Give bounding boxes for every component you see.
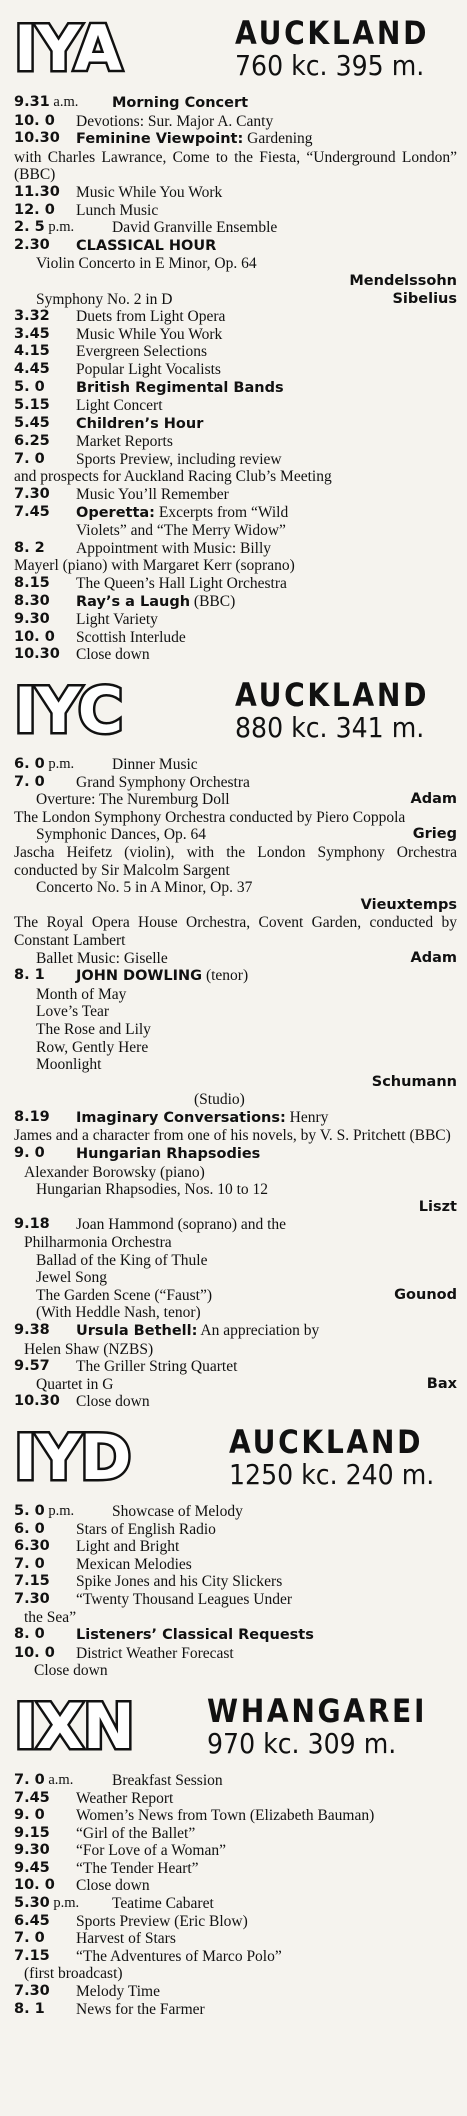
programme-entry — [14, 1109, 457, 1128]
entry-time: 9.30 — [14, 611, 50, 628]
work-line: Bax Quartet in G — [36, 1375, 457, 1393]
programme-entry — [14, 202, 457, 220]
work-line: Hungarian Rhapsodies, Nos. 10 to 12 — [36, 1181, 269, 1199]
song-line: Moonlight — [36, 1056, 102, 1074]
entry-text: Sports Preview, including review — [76, 450, 282, 468]
entry-text: Close down — [76, 646, 150, 664]
programme-entry: 7. 0 a.m. Breakfast Session — [14, 1771, 223, 1789]
station-header — [14, 1421, 457, 1495]
entry-text: Duets from Light Opera — [76, 308, 226, 326]
entry-time: 2. 5 — [14, 219, 45, 236]
composer: Adam — [410, 949, 457, 966]
entry-time: 9.57 — [14, 1358, 50, 1375]
entry-title: Operetta: — [76, 504, 155, 521]
programme-entry — [14, 1877, 457, 1895]
programme-entry — [14, 361, 457, 379]
programme-entry — [14, 504, 457, 523]
entry-time: 7.15 — [14, 1947, 50, 1964]
entry-title: Imaginary Conversations: — [76, 1109, 286, 1126]
entry-text: “Twenty Thousand Leagues Under — [76, 1590, 292, 1608]
programme-entry — [14, 1645, 457, 1663]
programme-entry — [14, 611, 457, 629]
entry-text: Stars of English Radio — [76, 1520, 216, 1538]
entry-time: 9. 0 — [14, 1145, 45, 1162]
entry-text: Melody Time — [76, 1983, 160, 2001]
song-line: Month of May — [36, 985, 127, 1003]
entry-time: 7.15 — [14, 1573, 50, 1590]
programme-entry — [14, 2001, 457, 2019]
programme-entry — [14, 113, 457, 131]
station-callsign: IYA — [14, 12, 122, 85]
entry-time: 4.15 — [14, 343, 50, 360]
station-frequency: 1250 kc. 240 m. — [228, 1457, 435, 1491]
programme-entry — [14, 1842, 457, 1860]
programme-entry — [14, 1322, 457, 1341]
programme-entry — [14, 1538, 457, 1556]
entry-time: 8. 0 — [14, 1626, 45, 1643]
entry-time: 5. 0 — [14, 1502, 45, 1519]
entry-title: British Regimental Bands — [76, 379, 284, 396]
programme-entry — [14, 1521, 457, 1539]
entry-text: Sports Preview (Eric Blow) — [76, 1912, 248, 1930]
performer-line: Jascha Heifetz (violin), with the London Symphony Orchestra conducted by Sir Malcolm Sargent — [14, 843, 457, 879]
song-line: Ballad of the King of Thule — [36, 1251, 208, 1269]
station-city: WHANGAREI — [206, 1691, 427, 1730]
entry-continuation: James and a character from one of his novels, by V. S. Pritchett (BBC) — [14, 1127, 451, 1145]
entry-time: 10.30 — [14, 646, 60, 663]
station-callsign: IYC — [14, 674, 123, 747]
station-city: AUCKLAND — [228, 1422, 423, 1461]
entry-text: (tenor) — [202, 967, 249, 985]
entry-continuation: with Charles Lawrance, Come to the Fiesta, “Underground London” (BBC) — [14, 148, 457, 184]
entry-text: The Griller String Quartet — [76, 1358, 238, 1376]
entry-time: 8.15 — [14, 575, 50, 592]
programme-entry — [14, 326, 457, 344]
entry-time: 12. 0 — [14, 201, 55, 218]
station-callsign: IXN — [14, 1689, 134, 1763]
entry-text: Showcase of Melody — [112, 1502, 243, 1520]
entry-time: 5.45 — [14, 414, 50, 431]
programme-entry — [14, 629, 457, 647]
entry-title: Hungarian Rhapsodies — [76, 1146, 261, 1163]
entry-time: 10. 0 — [14, 628, 55, 645]
entry-text: Popular Light Vocalists — [76, 360, 221, 378]
entry-time: 9.30 — [14, 1842, 50, 1859]
entry-text: Harvest of Stars — [76, 1930, 176, 1948]
entry-text: Close down — [76, 1877, 150, 1895]
programme-entry — [14, 1393, 457, 1411]
entry-time: 10.30 — [14, 1393, 60, 1410]
entry-time: 2.30 — [14, 236, 50, 253]
entry-time: 9.45 — [14, 1859, 50, 1876]
entry-time: 7.45 — [14, 1789, 50, 1806]
programme-entry — [14, 1860, 457, 1878]
station-header — [14, 674, 457, 748]
entry-time: 7. 0 — [14, 773, 45, 790]
programme-list — [14, 1503, 457, 1680]
entry-time: 6.30 — [14, 1538, 50, 1555]
song-line: (With Heddle Nash, tenor) — [36, 1304, 201, 1322]
entry-time: 7. 0 — [14, 450, 45, 467]
entry-continuation: Close down — [34, 1662, 108, 1680]
entry-text: Weather Report — [76, 1789, 174, 1807]
entry-time: 7. 0 — [14, 1930, 45, 1947]
entry-continuation: the Sea” — [24, 1608, 77, 1626]
entry-text: District Weather Forecast — [76, 1644, 234, 1662]
entry-title: CLASSICAL HOUR — [76, 237, 217, 254]
composer: Adam — [410, 791, 457, 808]
composer: Schumann — [371, 1073, 457, 1090]
performer-line: The London Symphony Orchestra conducted by Piero Coppola — [14, 808, 406, 826]
programme-entry — [14, 1216, 457, 1234]
entry-title: Morning Concert — [112, 95, 249, 111]
entry-text: Gardening — [243, 130, 313, 148]
programme-entry — [14, 540, 457, 558]
programme-entry — [14, 1573, 457, 1591]
programme-entry — [14, 1790, 457, 1808]
work-line: Concerto No. 5 in A Minor, Op. 37 — [36, 879, 253, 897]
entry-text: Mexican Melodies — [76, 1555, 192, 1573]
entry-time: 8. 1 — [14, 967, 45, 984]
entry-time: 4.45 — [14, 360, 50, 377]
entry-text: An appreciation by — [197, 1322, 320, 1339]
programme-entry — [14, 1556, 457, 1574]
entry-time: 5. 0 — [14, 378, 45, 395]
station-frequency: 970 kc. 309 m. — [206, 1726, 397, 1760]
song-line: Jewel Song — [36, 1269, 108, 1287]
entry-text: Women’s News from Town (Elizabeth Bauman) — [76, 1807, 375, 1825]
programme-entry: 5.30 p.m. Teatime Cabaret — [14, 1895, 214, 1913]
work-line: Violin Concerto in E Minor, Op. 64 — [36, 255, 257, 273]
entry-text: Music You’ll Remember — [76, 486, 229, 504]
station-city: AUCKLAND — [235, 13, 430, 52]
entry-time: 10.30 — [14, 130, 60, 147]
station-frequency: 880 kc. 341 m. — [235, 710, 425, 744]
entry-text: “The Tender Heart” — [76, 1859, 199, 1877]
work-line: Adam Overture: The Nuremburg Doll — [36, 791, 457, 809]
entry-text: David Granville Ensemble — [112, 219, 278, 237]
station-iyc — [14, 674, 457, 1411]
programme-entry — [14, 1626, 457, 1645]
entry-text: Close down — [76, 1393, 150, 1411]
entry-continuation: (first broadcast) — [24, 1965, 123, 1983]
programme-entry — [14, 343, 457, 361]
entry-title: Listeners’ Classical Requests — [76, 1627, 314, 1644]
station-frequency: 760 kc. 395 m. — [235, 48, 425, 82]
entry-continuation: and prospects for Auckland Racing Club’s Meeting — [14, 468, 332, 486]
programme-entry — [14, 593, 457, 612]
song-line: The Rose and Lily — [36, 1020, 151, 1038]
work-line: Sibelius Symphony No. 2 in D — [36, 290, 457, 308]
entry-text: Market Reports — [76, 433, 173, 451]
composer: Mendelssohn — [349, 272, 457, 289]
entry-time: 9.31 — [14, 94, 50, 110]
programme-entry: 9.31 a.m. Morning Concert — [14, 94, 249, 111]
entry-time: 8.30 — [14, 592, 50, 609]
entry-text: “For Love of a Woman” — [76, 1842, 226, 1860]
programme-entry: 6. 0 p.m. Dinner Music — [14, 756, 198, 773]
programme-entry: 5. 0 p.m. Showcase of Melody — [14, 1502, 243, 1520]
entry-text: Henry — [285, 1108, 329, 1126]
entry-text: Excerpts from “Wild — [154, 503, 289, 521]
entry-title: Feminine Viewpoint: — [76, 131, 244, 148]
entry-time: 7. 0 — [14, 1555, 45, 1572]
station-city: AUCKLAND — [235, 675, 430, 714]
entry-text: Joan Hammond (soprano) and the — [76, 1216, 287, 1234]
programme-entry — [14, 1948, 457, 1966]
entry-text: The Queen’s Hall Light Orchestra — [76, 575, 287, 593]
programme-list — [14, 756, 457, 1411]
programme-entry — [14, 646, 457, 664]
station-ixn — [14, 1690, 457, 2018]
composer: Grieg — [412, 826, 457, 843]
entry-time: 8. 2 — [14, 539, 45, 556]
entry-time: 7. 0 — [14, 1771, 45, 1788]
composer: Sibelius — [392, 290, 457, 307]
programme-entry — [14, 1145, 457, 1164]
programme-entry — [14, 308, 457, 326]
programme-entry — [14, 415, 457, 434]
entry-time: 7.45 — [14, 503, 50, 520]
entry-text: Appointment with Music: Billy — [76, 539, 272, 557]
song-line: Row, Gently Here — [36, 1038, 149, 1056]
entry-text: Music While You Work — [76, 183, 223, 201]
entry-text: Devotions: Sur. Major A. Canty — [76, 112, 274, 130]
entry-time: 9.15 — [14, 1824, 50, 1841]
station-callsign: IYD — [14, 1420, 131, 1494]
programme-entry — [14, 397, 457, 415]
entry-time: 6.25 — [14, 433, 50, 450]
entry-time: 10. 0 — [14, 1877, 55, 1894]
entry-continuation: Philharmonia Orchestra — [24, 1234, 172, 1252]
composer: Gounod — [394, 1286, 457, 1303]
performer-line: The Royal Opera House Orchestra, Covent Garden, conducted by Constant Lambert — [14, 914, 457, 949]
entry-time: 7.30 — [14, 1983, 50, 2000]
entry-time: 11.30 — [14, 183, 60, 200]
station-header — [14, 1690, 457, 1764]
entry-text: News for the Farmer — [76, 2000, 205, 2018]
entry-text: “Girl of the Ballet” — [76, 1824, 196, 1842]
programme-entry — [14, 774, 457, 792]
entry-text: Teatime Cabaret — [112, 1895, 214, 1913]
programme-entry — [14, 1591, 457, 1609]
song-line: Love’s Tear — [36, 1003, 110, 1021]
entry-time: 10. 0 — [14, 112, 55, 129]
entry-title: JOHN DOWLING — [76, 968, 203, 985]
programme-entry — [14, 1913, 457, 1931]
performer-line: Alexander Borowsky (piano) — [24, 1163, 205, 1181]
entry-text: Music While You Work — [76, 325, 223, 343]
entry-time: 6. 0 — [14, 756, 45, 772]
entry-text: “The Adventures of Marco Polo” — [76, 1947, 282, 1965]
composer: Vieuxtemps — [360, 896, 457, 913]
entry-time: 8. 1 — [14, 2000, 45, 2017]
entry-text: Grand Symphony Orchestra — [76, 773, 250, 791]
programme-entry — [14, 1930, 457, 1948]
entry-text: Scottish Interlude — [76, 628, 186, 646]
programme-entry — [14, 1825, 457, 1843]
programme-list — [14, 94, 457, 664]
entry-time: 10. 0 — [14, 1644, 55, 1661]
programme-list — [14, 1772, 457, 2018]
programme-entry — [14, 1983, 457, 2001]
studio-note: (Studio) — [194, 1091, 245, 1109]
entry-title: Children’s Hour — [76, 415, 204, 432]
station-iya — [14, 12, 457, 664]
programme-entry — [14, 575, 457, 593]
work-line: Adam Ballet Music: Giselle — [36, 949, 457, 967]
entry-text: Lunch Music — [76, 201, 159, 219]
entry-continuation: Helen Shaw (NZBS) — [24, 1340, 154, 1358]
programme-entry — [14, 130, 457, 149]
station-iyd — [14, 1421, 457, 1680]
entry-text: (BBC) — [190, 592, 236, 610]
programme-entry — [14, 451, 457, 469]
programme-entry — [14, 1807, 457, 1825]
composer: Liszt — [418, 1198, 457, 1215]
composer: Bax — [426, 1375, 457, 1392]
entry-title: Ray’s a Laugh — [76, 593, 191, 610]
programme-entry — [14, 237, 457, 256]
programme-entry — [14, 379, 457, 398]
entry-time: 3.32 — [14, 308, 50, 325]
entry-text: Evergreen Selections — [76, 343, 207, 361]
entry-title: Ursula Bethell: — [76, 1323, 198, 1339]
entry-text: Breakfast Session — [112, 1771, 223, 1789]
entry-time: 8.19 — [14, 1108, 50, 1125]
entry-time: 7.30 — [14, 486, 50, 503]
station-header — [14, 12, 457, 86]
entry-time: 5.30 — [14, 1895, 50, 1912]
entry-continuation: Violets” and “The Merry Widow” — [76, 522, 286, 540]
programme-entry — [14, 967, 457, 986]
programme-entry — [14, 433, 457, 451]
entry-text: Dinner Music — [112, 756, 198, 773]
programme-entry — [14, 486, 457, 504]
programme-entry — [14, 1358, 457, 1376]
entry-time: 3.45 — [14, 325, 50, 342]
song-line: Gounod The Garden Scene (“Faust”) — [36, 1286, 457, 1304]
entry-text: Light Variety — [76, 611, 158, 629]
entry-time: 9.18 — [14, 1216, 50, 1233]
entry-continuation: Mayerl (piano) with Margaret Kerr (soprano) — [14, 557, 295, 575]
entry-time: 6.45 — [14, 1912, 50, 1929]
entry-time: 6. 0 — [14, 1520, 45, 1537]
entry-time: 9. 0 — [14, 1807, 45, 1824]
work-line: Grieg Symphonic Dances, Op. 64 — [36, 826, 457, 844]
entry-text: Spike Jones and his City Slickers — [76, 1573, 283, 1591]
entry-text: Light Concert — [76, 397, 163, 415]
entry-time: 7.30 — [14, 1590, 50, 1607]
programme-entry: 2. 5 p.m. David Granville Ensemble — [14, 219, 278, 237]
programme-entry — [14, 184, 457, 202]
entry-text: Light and Bright — [76, 1538, 180, 1556]
entry-time: 5.15 — [14, 397, 50, 414]
entry-time: 9.38 — [14, 1322, 50, 1338]
